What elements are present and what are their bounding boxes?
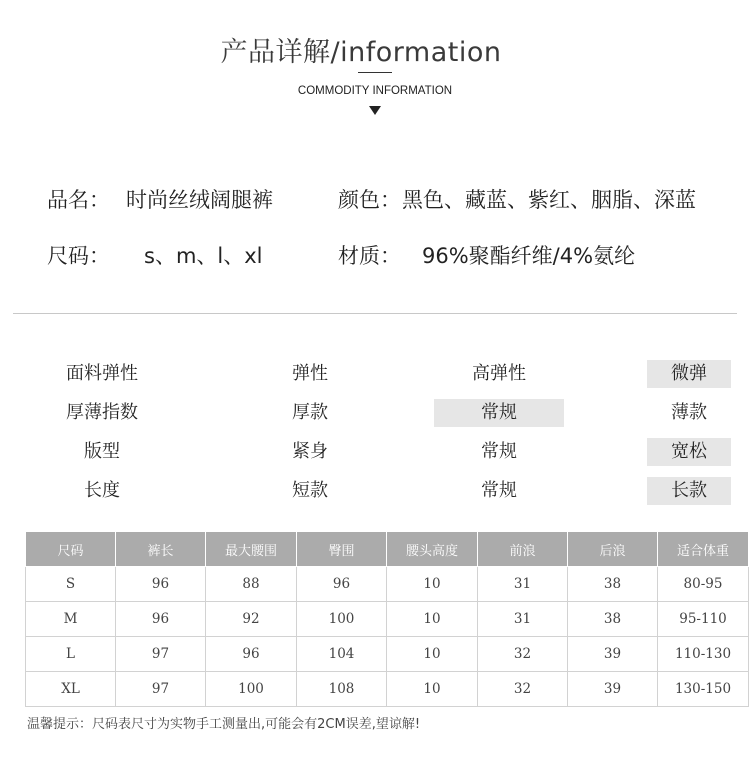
property-option-selected: 长款	[647, 477, 731, 505]
table-cell: 38	[568, 567, 658, 602]
table-cell: 80-95	[658, 567, 749, 602]
table-cell: M	[26, 602, 116, 637]
property-option-selected: 常规	[434, 399, 564, 427]
material-label: 材质：	[338, 244, 401, 268]
property-name: 版型	[84, 441, 120, 462]
table-cell: 10	[387, 567, 478, 602]
table-cell: 32	[478, 637, 568, 672]
property-option: 短款	[292, 480, 328, 501]
property-option: 弹性	[292, 363, 328, 384]
table-cell: 88	[206, 567, 297, 602]
property-option: 常规	[481, 441, 517, 462]
table-cell: 92	[206, 602, 297, 637]
page-title: 产品详解/information	[220, 37, 502, 68]
table-header-row	[26, 532, 749, 567]
table-row	[26, 672, 749, 707]
table-cell: 96	[116, 567, 206, 602]
property-name: 面料弹性	[66, 363, 138, 384]
table-cell: XL	[26, 672, 116, 707]
table-cell: 10	[387, 637, 478, 672]
table-cell: 31	[478, 602, 568, 637]
table-cell: 38	[568, 602, 658, 637]
table-cell: 39	[568, 637, 658, 672]
table-cell: 97	[116, 637, 206, 672]
table-cell: 39	[568, 672, 658, 707]
material-value: 96%聚酯纤维/4%氨纶	[422, 244, 636, 268]
table-cell: 96	[206, 637, 297, 672]
table-cell: 96	[116, 602, 206, 637]
table-cell: 32	[478, 672, 568, 707]
name-value: 时尚丝绒阔腿裤	[126, 188, 273, 212]
table-cell: 130-150	[658, 672, 749, 707]
property-option-selected: 宽松	[647, 438, 731, 466]
table-cell: 97	[116, 672, 206, 707]
table-header-cell: 前浪	[478, 532, 568, 567]
color-value: 黑色、藏蓝、紫红、胭脂、深蓝	[402, 188, 696, 212]
table-header-cell: 臀围	[297, 532, 387, 567]
property-option: 紧身	[292, 441, 328, 462]
table-cell: 100	[297, 602, 387, 637]
property-option-selected: 微弹	[647, 360, 731, 388]
property-option: 常规	[481, 480, 517, 501]
table-cell: 100	[206, 672, 297, 707]
title-underline	[358, 72, 392, 73]
table-header-cell: 最大腰围	[206, 532, 297, 567]
section-divider	[13, 313, 737, 314]
table-cell: L	[26, 637, 116, 672]
size-label: 尺码：	[47, 244, 110, 268]
name-label: 品名：	[47, 188, 110, 212]
page-subtitle: COMMODITY INFORMATION	[297, 85, 453, 97]
table-header-cell: 适合体重	[658, 532, 749, 567]
table-cell: S	[26, 567, 116, 602]
size-table	[25, 531, 749, 707]
table-cell: 31	[478, 567, 568, 602]
size-note: 温馨提示：尺码表尺寸为实物手工测量出,可能会有2CM误差,望谅解!	[27, 717, 421, 732]
table-cell: 95-110	[658, 602, 749, 637]
property-option: 薄款	[671, 402, 707, 423]
table-header-cell: 尺码	[26, 532, 116, 567]
table-cell: 10	[387, 672, 478, 707]
down-triangle-icon	[369, 106, 381, 115]
table-cell: 110-130	[658, 637, 749, 672]
size-value: s、m、l、xl	[144, 244, 263, 268]
table-row	[26, 637, 749, 672]
table-header-cell: 后浪	[568, 532, 658, 567]
property-option: 厚款	[292, 402, 328, 423]
table-header-cell: 裤长	[116, 532, 206, 567]
property-option: 高弹性	[472, 363, 526, 384]
table-row	[26, 602, 749, 637]
table-cell: 10	[387, 602, 478, 637]
table-header-cell: 腰头高度	[387, 532, 478, 567]
table-cell: 96	[297, 567, 387, 602]
property-name: 长度	[84, 480, 120, 501]
property-name: 厚薄指数	[66, 402, 138, 423]
color-label: 颜色：	[338, 188, 401, 212]
table-row	[26, 567, 749, 602]
table-cell: 104	[297, 637, 387, 672]
table-cell: 108	[297, 672, 387, 707]
